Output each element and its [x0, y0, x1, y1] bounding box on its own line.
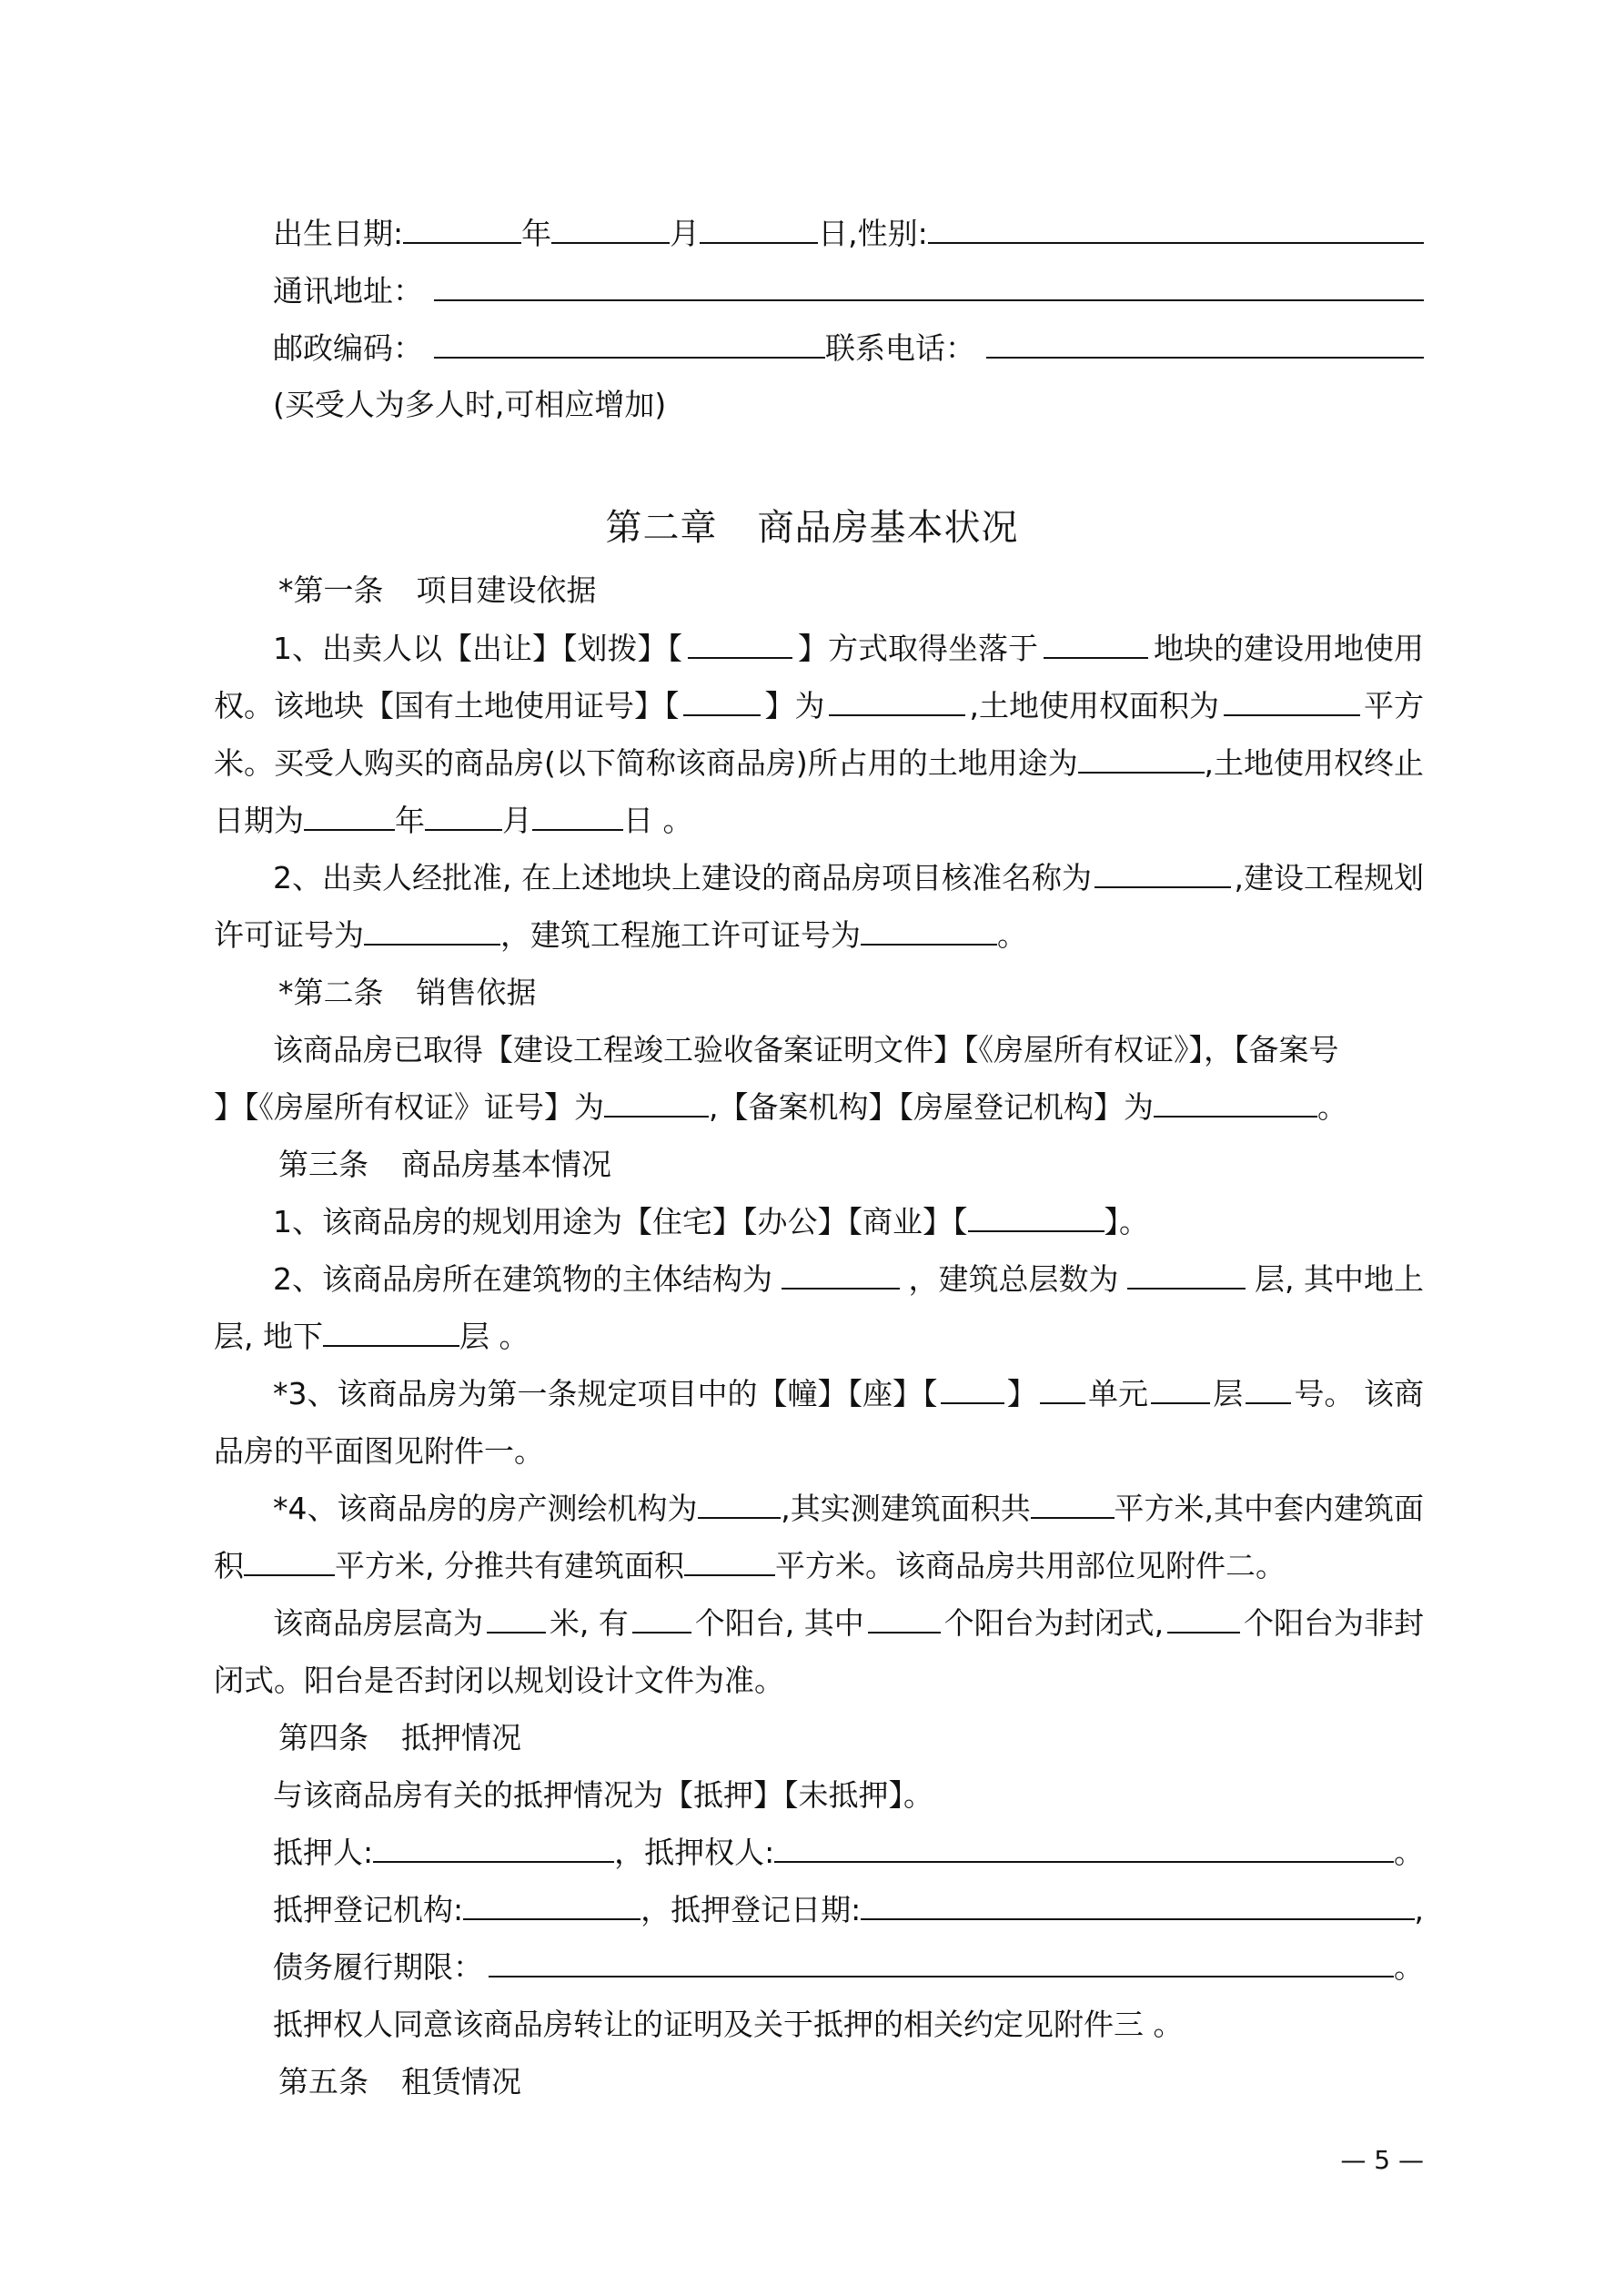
text: 年 — [395, 803, 425, 838]
paragraph-line — [214, 683, 1424, 729]
text: 层, 地下 — [214, 1319, 323, 1354]
paragraph-line — [214, 1543, 1424, 1589]
registration-date-blank[interactable] — [861, 1887, 1414, 1920]
article-2-heading — [273, 970, 1424, 1016]
text: 平方米,其中套内建筑面 — [1114, 1491, 1424, 1526]
text: 层, 其中地上 — [1255, 1261, 1424, 1297]
text: 米, 有 — [549, 1605, 629, 1641]
month-label: 月 — [670, 216, 701, 251]
debt-term-line — [273, 1945, 1424, 1990]
project-name-blank[interactable] — [1094, 855, 1231, 888]
shared-area-blank[interactable] — [684, 1543, 775, 1576]
mortgagor-blank[interactable] — [373, 1830, 614, 1863]
mortgagor-label: 抵押人: — [273, 1835, 374, 1870]
article-title: 项目建设依据 — [416, 572, 597, 608]
postcode-label: 邮政编码： — [273, 330, 423, 366]
birth-year-blank[interactable] — [403, 211, 521, 244]
mortgagee-blank[interactable] — [774, 1830, 1394, 1863]
article-title: 商品房基本情况 — [401, 1147, 611, 1182]
paragraph-line — [214, 1658, 1424, 1704]
text: 抵押权人同意该商品房转让的证明及关于抵押的相关约定见附件三 。 — [273, 2007, 1184, 2042]
text: 日期为 — [214, 803, 304, 838]
text: , — [1414, 1892, 1424, 1927]
phone-blank[interactable] — [986, 326, 1424, 359]
multiple-buyers-note — [273, 382, 1424, 428]
paragraph-line — [273, 1486, 1424, 1532]
expiry-day-blank[interactable] — [532, 798, 623, 831]
text: 平方 — [1364, 688, 1424, 723]
text: 日 。 — [623, 803, 693, 838]
measured-area-blank[interactable] — [1031, 1486, 1115, 1519]
article-number: 第四条 — [278, 1720, 368, 1755]
text: 】【《房屋所有权证》证号】为 — [214, 1089, 604, 1125]
paragraph-line — [273, 626, 1424, 672]
text: 许可证号为 — [214, 917, 364, 953]
address-line — [273, 268, 1424, 314]
text: ,其实测建筑面积共 — [781, 1491, 1031, 1526]
text: 平方米, 分推共有建筑面积 — [335, 1548, 684, 1583]
text: ，建筑总层数为 — [908, 1261, 1119, 1297]
text: 品房的平面图见附件一。 — [214, 1433, 544, 1469]
address-blank[interactable] — [434, 268, 1424, 301]
unit-blank[interactable] — [1040, 1371, 1085, 1404]
gender-label: 日,性别: — [818, 216, 928, 251]
closed-balcony-blank[interactable] — [868, 1601, 941, 1633]
text: *4、该商品房的房产测绘机构为 — [273, 1491, 698, 1526]
floor-blank[interactable] — [1151, 1371, 1210, 1404]
birth-date-gender-line — [273, 211, 1424, 257]
text: 。 — [997, 917, 1027, 953]
text: ,土地使用权终止 — [1204, 745, 1424, 781]
debt-term-blank[interactable] — [489, 1945, 1394, 1977]
underground-floors-blank[interactable] — [323, 1314, 459, 1347]
registration-authority-blank[interactable] — [463, 1887, 641, 1920]
text: 1、该商品房的规划用途为【住宅】【办公】【商业】【 — [273, 1204, 968, 1239]
paragraph-line — [214, 798, 1424, 844]
text: 2、出卖人经批准, 在上述地块上建设的商品房项目核准名称为 — [273, 860, 1092, 895]
text: 个阳台为非封 — [1243, 1605, 1424, 1641]
planned-use-blank[interactable] — [968, 1199, 1105, 1232]
text: 该商品房层高为 — [273, 1605, 483, 1641]
birth-month-blank[interactable] — [551, 211, 670, 244]
land-use-blank[interactable] — [1078, 741, 1205, 774]
page-number: — 5 — — [1340, 2145, 1424, 2175]
paragraph-line — [273, 1601, 1424, 1646]
article-number: *第二条 — [278, 975, 384, 1010]
debt-term-label: 债务履行期限： — [273, 1949, 483, 1985]
year-label: 年 — [521, 216, 552, 251]
text: 号。 该商 — [1294, 1376, 1424, 1411]
chapter-name: 商品房基本状况 — [757, 507, 1019, 549]
paragraph-line — [273, 1027, 1424, 1073]
structure-blank[interactable] — [782, 1257, 900, 1290]
paragraph-line — [214, 1314, 1424, 1360]
text: 米。买受人购买的商品房(以下简称该商品房)所占用的土地用途为 — [214, 745, 1078, 781]
text: 】方式取得坐落于 — [798, 631, 1038, 666]
article-number: *第一条 — [278, 572, 384, 608]
acquisition-method-blank[interactable] — [688, 626, 792, 659]
text: 闭式。阳台是否封闭以规划设计文件为准。 — [214, 1663, 784, 1698]
building-blank[interactable] — [941, 1371, 1004, 1404]
paragraph-line — [273, 1257, 1424, 1302]
postcode-phone-line — [273, 326, 1424, 371]
filing-authority-blank[interactable] — [1154, 1085, 1317, 1118]
mortgage-registration-line — [273, 1887, 1424, 1933]
room-number-blank[interactable] — [1246, 1371, 1291, 1404]
land-location-blank[interactable] — [1044, 626, 1148, 659]
planning-permit-blank[interactable] — [364, 913, 500, 946]
text: 月 — [502, 803, 532, 838]
paragraph-line — [273, 1199, 1424, 1245]
text: 地块的建设用地使用 — [1154, 631, 1424, 666]
text: 2、该商品房所在建筑物的主体结构为 — [273, 1261, 772, 1297]
text: 权。该地块【国有土地使用证号】【 — [214, 688, 680, 723]
expiry-month-blank[interactable] — [425, 798, 502, 831]
article-title: 销售依据 — [416, 975, 537, 1010]
text: 1、出卖人以【出让】【划拨】【 — [273, 631, 682, 666]
article-title: 抵押情况 — [401, 1720, 521, 1755]
certificate-number-blank[interactable] — [829, 683, 965, 716]
article-1-heading — [273, 568, 1424, 613]
text: 个阳台, 其中 — [694, 1605, 864, 1641]
text: 层 。 — [459, 1319, 530, 1354]
text: 】。 — [1104, 1204, 1149, 1239]
text: 。 — [1317, 1089, 1347, 1125]
construction-permit-blank[interactable] — [861, 913, 997, 946]
article-5-heading — [273, 2059, 1424, 2105]
open-balcony-blank[interactable] — [1167, 1601, 1240, 1633]
paragraph-line — [214, 1085, 1424, 1130]
floor-height-blank[interactable] — [487, 1601, 546, 1633]
text: 与该商品房有关的抵押情况为【抵押】【未抵押】。 — [273, 1777, 933, 1813]
balcony-count-blank[interactable] — [632, 1601, 691, 1633]
text: 。 — [1394, 1949, 1424, 1985]
text: 】为 — [764, 688, 825, 723]
text: *3、该商品房为第一条规定项目中的【幢】【座】【 — [273, 1376, 938, 1411]
registration-authority-label: 抵押登记机构: — [273, 1892, 464, 1927]
paragraph-line — [273, 2002, 1424, 2048]
text: 该商品房已取得【建设工程竣工验收备案证明文件】【《房屋所有权证》】，【备案号 — [273, 1032, 1339, 1067]
text: 个阳台为封闭式, — [943, 1605, 1165, 1641]
registration-date-label: ，抵押登记日期: — [641, 1892, 862, 1927]
text: 积 — [214, 1548, 244, 1583]
article-3-heading — [273, 1142, 1424, 1188]
expiry-year-blank[interactable] — [304, 798, 395, 831]
total-floors-blank[interactable] — [1127, 1257, 1246, 1290]
paragraph-line — [214, 1429, 1424, 1474]
surveyor-blank[interactable] — [698, 1486, 782, 1519]
note-text: (买受人为多人时,可相应增加) — [273, 387, 667, 422]
paragraph-line — [273, 855, 1424, 901]
text: ，建筑工程施工许可证号为 — [500, 917, 861, 953]
certificate-type-blank[interactable] — [683, 683, 761, 716]
chapter-number: 第二章 — [605, 507, 718, 549]
text: 】 — [1006, 1376, 1037, 1411]
text: ,建设工程规划 — [1234, 860, 1424, 895]
mortgagor-line — [273, 1830, 1424, 1876]
text: 平方米。该商品房共用部位见附件二。 — [774, 1548, 1286, 1583]
paragraph-line — [273, 1773, 1424, 1818]
chapter-title — [0, 502, 1624, 553]
text: 。 — [1394, 1835, 1424, 1870]
text: ,【备案机构】【房屋登记机构】为 — [709, 1089, 1154, 1125]
mortgagee-label: ，抵押权人: — [614, 1835, 775, 1870]
article-title: 租赁情况 — [401, 2064, 521, 2099]
postcode-blank[interactable] — [434, 326, 825, 359]
land-area-blank[interactable] — [1224, 683, 1360, 716]
inner-area-blank[interactable] — [244, 1543, 335, 1576]
paragraph-line — [214, 913, 1424, 958]
article-number: 第五条 — [278, 2064, 368, 2099]
text: 单元 — [1088, 1376, 1148, 1411]
filing-number-blank[interactable] — [604, 1085, 709, 1118]
paragraph-line — [273, 1371, 1424, 1417]
birth-date-label: 出生日期: — [273, 216, 404, 251]
gender-blank[interactable] — [928, 211, 1424, 244]
address-label: 通讯地址： — [273, 273, 423, 308]
text: 层 — [1213, 1376, 1244, 1411]
paragraph-line — [214, 741, 1424, 786]
phone-label: 联系电话： — [825, 330, 975, 366]
article-4-heading — [273, 1715, 1424, 1761]
text: ,土地使用权面积为 — [969, 688, 1219, 723]
birth-day-blank[interactable] — [700, 211, 818, 244]
article-number: 第三条 — [278, 1147, 368, 1182]
